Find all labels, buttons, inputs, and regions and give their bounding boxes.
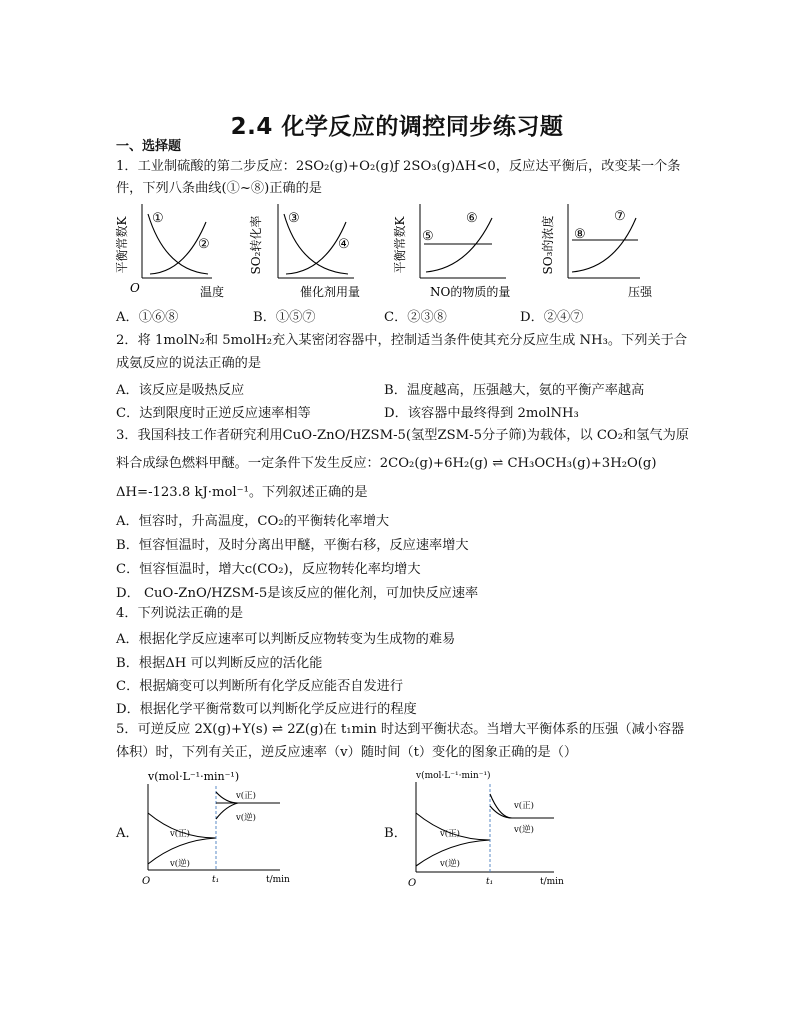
- q1-text-line1: 1．工业制硫酸的第二步反应：2SO₂(g)+O₂(g)ƒ 2SO₃(g)ΔH<0，反应达平衡后，改变某一个条: [116, 159, 681, 174]
- q5-option-b-label[interactable]: B．: [384, 826, 407, 841]
- q1-text-line2: 件，下列八条曲线(①~⑧)正确的是: [116, 181, 322, 196]
- q3-text-line2: 料合成绿色燃料甲醚。一定条件下发生反应：2CO₂(g)+6H₂(g) ⇌ CH₃OCH₃(g)+3H₂O(g): [116, 456, 657, 471]
- q1-graph-1: [114, 204, 224, 299]
- q3-option-a[interactable]: A．恒容时，升高温度，CO₂的平衡转化率增大: [116, 514, 390, 529]
- graph-2-ylabel: SO₂转化率: [249, 215, 263, 275]
- q1-option-d[interactable]: D．②④⑦: [520, 310, 584, 325]
- q2-option-c[interactable]: C．达到限度时正逆反应速率相等: [116, 406, 311, 421]
- q3-option-d[interactable]: D． CuO-ZnO/HZSM-5是该反应的催化剂，可加快反应速率: [116, 586, 479, 601]
- origin-label: O: [130, 281, 140, 295]
- graph-2-xlabel: 催化剂用量: [300, 285, 361, 299]
- q4-option-d[interactable]: D．根据化学平衡常数可以判断化学反应进行的程度: [116, 702, 417, 717]
- rate-axis-label: v(mol·L⁻¹·min⁻¹): [148, 770, 240, 783]
- q1-option-a[interactable]: A．①⑥⑧: [116, 310, 179, 325]
- t1-label: t₁: [486, 877, 494, 887]
- forward-rate-label: v(正): [440, 829, 460, 839]
- origin-label: O: [408, 878, 417, 889]
- forward-rate-after-label: v(正): [236, 791, 256, 801]
- curve-label: ⑧: [574, 227, 586, 242]
- q5-graph-a: [138, 766, 298, 890]
- t1-label: t₁: [212, 875, 220, 885]
- q4-option-b[interactable]: B．根据ΔH 可以判断反应的活化能: [116, 656, 323, 671]
- reverse-rate-label: v(逆): [170, 859, 190, 869]
- q3-text-line1: 3．我国科技工作者研究利用CuO-ZnO/HZSM-5(氢型ZSM-5分子筛)为载体，以 CO₂和氢气为原: [116, 428, 689, 443]
- page-title: 2.4 化学反应的调控同步练习题: [230, 114, 564, 140]
- q1-graphs: [110, 200, 690, 300]
- q2-text-line1: 2．将 1molN₂和 5molH₂充入某密闭容器中，控制适当条件使其充分反应生成 NH₃。下列关于合: [116, 333, 688, 348]
- reverse-rate-after-label: v(逆): [236, 813, 256, 823]
- reverse-rate-label: v(逆): [440, 859, 460, 869]
- section-heading: 一、选择题: [116, 139, 182, 154]
- origin-label: O: [142, 876, 151, 887]
- q1-graph-4: [540, 204, 653, 299]
- curve-label: ⑦: [614, 209, 626, 224]
- q4-text-line1: 4．下列说法正确的是: [116, 606, 244, 621]
- q1-graph-2: [248, 204, 360, 299]
- forward-rate-after-label: v(正): [514, 801, 534, 811]
- graph-3-ylabel: 平衡常数K: [393, 216, 407, 274]
- q2-text-line2: 成氨反应的说法正确的是: [116, 356, 262, 371]
- graph-1-ylabel: 平衡常数K: [115, 216, 129, 274]
- curve-label: ①: [152, 211, 164, 226]
- q3-text-line3: ΔH=-123.8 kJ·mol⁻¹。下列叙述正确的是: [116, 485, 368, 500]
- graph-4-ylabel: SO₃的浓度: [541, 215, 555, 275]
- q5-text-line2: 体积）时，下列有关正，逆反应速率（v）随时间（t）变化的图象正确的是（）: [116, 745, 578, 760]
- curve-label: ④: [338, 237, 350, 252]
- time-axis-label: t/min: [266, 875, 290, 885]
- q2-option-b[interactable]: B．温度越高，压强越大，氨的平衡产率越高: [384, 383, 645, 398]
- q5-text-line1: 5．可逆反应 2X(g)+Y(s) ⇌ 2Z(g)在 t₁min 时达到平衡状态。当增大平衡体系的压强（减小容器: [116, 722, 685, 737]
- graph-3-xlabel: NO的物质的量: [430, 285, 511, 299]
- curve-label: ②: [198, 237, 210, 252]
- q3-option-c[interactable]: C．恒容恒温时，增大c(CO₂)，反应物转化率均增大: [116, 562, 421, 577]
- q2-option-d[interactable]: D．该容器中最终得到 2molNH₃: [384, 406, 579, 421]
- q5-graph-b: [404, 764, 574, 892]
- reverse-rate-after-label: v(逆): [514, 825, 534, 835]
- graph-1-xlabel: 温度: [200, 285, 225, 299]
- forward-rate-label: v(正): [170, 829, 190, 839]
- curve-label: ⑥: [466, 211, 478, 226]
- q5-option-a-label[interactable]: A．: [116, 826, 139, 841]
- q1-graph-3: [392, 204, 510, 299]
- q1-option-c[interactable]: C．②③⑧: [384, 310, 447, 325]
- q1-option-b[interactable]: B．①⑤⑦: [253, 310, 316, 325]
- graph-4-xlabel: 压强: [628, 285, 653, 299]
- q2-option-a[interactable]: A．该反应是吸热反应: [116, 383, 245, 398]
- curve-label: ③: [288, 211, 300, 226]
- rate-axis-label: v(mol·L⁻¹·min⁻¹): [416, 771, 491, 781]
- q4-option-c[interactable]: C．根据熵变可以判断所有化学反应能否自发进行: [116, 679, 404, 694]
- q4-option-a[interactable]: A．根据化学反应速率可以判断反应物转变为生成物的难易: [116, 632, 456, 647]
- q3-option-b[interactable]: B．恒容恒温时，及时分离出甲醚，平衡右移，反应速率增大: [116, 538, 469, 553]
- curve-label: ⑤: [422, 229, 434, 244]
- time-axis-label: t/min: [540, 877, 564, 887]
